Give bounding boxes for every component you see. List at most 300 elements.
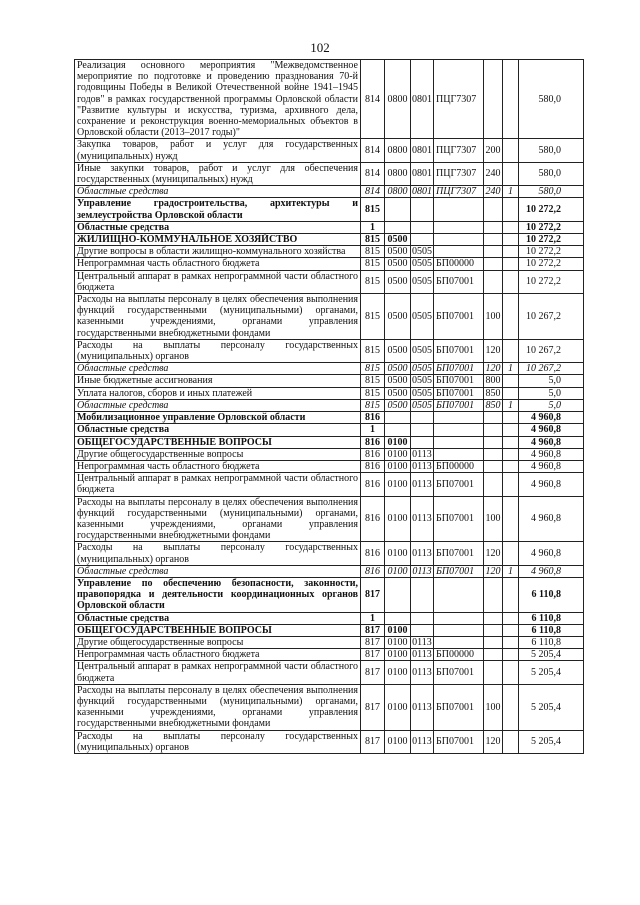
expense-type-cell: 120	[485, 565, 501, 577]
ministry-code-cell: 815	[361, 258, 385, 270]
program-code-cell: БП07001	[434, 363, 484, 375]
source-code-cell: 1	[503, 363, 519, 375]
amount-cell: 580,0	[519, 162, 584, 185]
amount-cell: 4 960,8	[519, 473, 584, 496]
amount-cell: 10 267,2	[519, 363, 584, 375]
amount-cell: 580,0	[519, 186, 584, 198]
row-name-cell: Реализация основного мероприятия "Межведомственное мероприятие по подготовке и проведению празднования 70-й годовщины Победы в Великой Отечественной войне 1941–1945 годов" в рамках государственной программы Орловской области "Развитие культуры и искусства, туризма, архивного дела, сохранение и реконструкция военно-мемориальных объектов в Орловской области (2013–2017 годы)"	[75, 60, 361, 139]
table-row	[75, 730, 584, 753]
table-row	[75, 577, 584, 612]
subsection-code-cell: 0113	[412, 636, 432, 648]
section-code-cell: 0100	[385, 542, 411, 565]
ministry-code-cell: 815	[361, 375, 385, 387]
section-code-cell: 0800	[385, 162, 411, 185]
program-code-cell: ПЦГ7307	[434, 139, 484, 162]
table-row	[75, 294, 584, 340]
subsection-code-cell: 0505	[411, 339, 434, 362]
program-code-cell	[434, 612, 484, 624]
ministry-code-cell: 817	[361, 730, 385, 753]
program-code-cell: БП07001	[434, 565, 484, 577]
row-name-cell: Областные средства	[75, 399, 361, 411]
amount-cell: 5 205,4	[519, 730, 584, 753]
ministry-code-cell: 816	[361, 542, 385, 565]
expense-type-cell: 120	[485, 363, 501, 375]
program-code-cell: ПЦГ7307	[434, 60, 484, 139]
source-code-cell	[503, 460, 519, 472]
program-code-cell: БП07001	[434, 661, 484, 684]
table-row	[75, 246, 584, 258]
program-code-cell: БП07001	[434, 375, 484, 387]
program-code-cell: БП07001	[434, 387, 484, 399]
subsection-code-cell: 0505	[412, 387, 432, 399]
subsection-code-cell: 0113	[412, 565, 432, 577]
amount-cell: 6 110,8	[519, 577, 584, 612]
ministry-code-cell: 816	[361, 460, 385, 472]
table-row	[75, 448, 584, 460]
ministry-code-cell: 817	[361, 684, 385, 730]
ministry-code-cell: 814	[361, 139, 385, 162]
section-code-cell: 0500	[385, 339, 411, 362]
ministry-code-cell: 1	[361, 221, 385, 233]
program-code-cell: БП07001	[434, 339, 484, 362]
subsection-code-cell: 0113	[412, 649, 432, 661]
expense-type-cell: 240	[485, 186, 501, 198]
program-code-cell: БП07001	[434, 473, 484, 496]
table-row	[75, 399, 584, 411]
row-name-cell: Расходы на выплаты персоналу в целях обеспечения выполнения функций государственными (муниципальными) органами, казенными учреждениями, органами управления государственными внебюджетными фондами	[75, 684, 361, 730]
section-code-cell: 0500	[385, 246, 411, 258]
expense-type-cell	[484, 649, 503, 661]
expense-type-cell	[484, 258, 503, 270]
row-name-cell: Расходы на выплаты персоналу в целях обеспечения выполнения функций государственными (муниципальными) органами, казенными учреждениями, органами управления государственными внебюджетными фондами	[75, 294, 361, 340]
subsection-code-cell	[411, 234, 434, 246]
row-name-cell: Непрограммная часть областного бюджета	[75, 649, 361, 661]
section-code-cell	[385, 612, 411, 624]
row-name-cell: ОБЩЕГОСУДАРСТВЕННЫЕ ВОПРОСЫ	[75, 624, 361, 636]
row-name-cell: Другие общегосударственные вопросы	[75, 448, 361, 460]
program-code-cell	[434, 198, 484, 221]
row-name-cell: Иные бюджетные ассигнования	[75, 375, 361, 387]
expense-type-cell	[484, 221, 503, 233]
amount-cell: 4 960,8	[519, 448, 584, 460]
amount-cell: 6 110,8	[519, 624, 584, 636]
ministry-code-cell: 817	[361, 636, 385, 648]
row-name-cell: Мобилизационное управление Орловской области	[75, 412, 361, 424]
subsection-code-cell: 0113	[411, 542, 434, 565]
ministry-code-cell: 815	[361, 198, 385, 221]
row-name-cell: Областные средства	[75, 612, 361, 624]
section-code-cell: 0100	[385, 661, 411, 684]
expense-type-cell: 240	[484, 162, 503, 185]
program-code-cell	[434, 448, 484, 460]
subsection-code-cell: 0113	[411, 684, 434, 730]
ministry-code-cell: 815	[361, 234, 385, 246]
row-name-cell: Другие вопросы в области жилищно-коммунального хозяйства	[75, 246, 361, 258]
ministry-code-cell: 1	[361, 612, 385, 624]
source-code-cell	[503, 162, 519, 185]
table-row	[75, 684, 584, 730]
row-name-cell: Иные закупки товаров, работ и услуг для обеспечения государственных (муниципальных) нужд	[75, 162, 361, 185]
ministry-code-cell: 816	[361, 412, 385, 424]
table-row	[75, 565, 584, 577]
ministry-code-cell: 816	[361, 565, 385, 577]
budget-table	[74, 59, 584, 754]
program-code-cell: БП07001	[434, 270, 484, 293]
program-code-cell: БП07001	[434, 684, 484, 730]
expense-type-cell	[484, 412, 503, 424]
section-code-cell	[385, 221, 411, 233]
ministry-code-cell: 817	[361, 624, 385, 636]
table-row	[75, 221, 584, 233]
section-code-cell: 0100	[385, 565, 411, 577]
ministry-code-cell: 815	[361, 363, 385, 375]
row-name-cell: Закупка товаров, работ и услуг для государственных (муниципальных) нужд	[75, 139, 361, 162]
table-row	[75, 412, 584, 424]
subsection-code-cell	[411, 424, 434, 436]
amount-cell: 10 272,2	[519, 234, 584, 246]
subsection-code-cell: 0113	[412, 448, 432, 460]
row-name-cell: Другие общегосударственные вопросы	[75, 636, 361, 648]
source-code-cell	[503, 139, 519, 162]
subsection-code-cell: 0113	[411, 730, 434, 753]
row-name-cell: Областные средства	[75, 363, 361, 375]
subsection-code-cell: 0113	[411, 661, 434, 684]
amount-cell: 10 272,2	[519, 198, 584, 221]
amount-cell: 5,0	[519, 375, 584, 387]
expense-type-cell: 100	[484, 294, 503, 340]
row-name-cell: Уплата налогов, сборов и иных платежей	[75, 387, 361, 399]
program-code-cell: БП00000	[434, 258, 484, 270]
subsection-code-cell: 0505	[412, 399, 432, 411]
section-code-cell: 0500	[385, 387, 411, 399]
ministry-code-cell: 814	[361, 186, 385, 198]
program-code-cell	[434, 221, 484, 233]
program-code-cell: БП07001	[434, 294, 484, 340]
expense-type-cell	[484, 234, 503, 246]
page-number: 102	[310, 40, 330, 55]
expense-type-cell: 120	[484, 339, 503, 362]
subsection-code-cell: 0505	[411, 270, 434, 293]
subsection-code-cell: 0505	[412, 246, 432, 258]
table-row	[75, 436, 584, 448]
table-row	[75, 198, 584, 221]
row-name-cell: ОБЩЕГОСУДАРСТВЕННЫЕ ВОПРОСЫ	[75, 436, 361, 448]
amount-cell: 10 272,2	[519, 270, 584, 293]
amount-cell: 5,0	[519, 399, 584, 411]
subsection-code-cell: 0113	[411, 496, 434, 542]
table-row	[75, 139, 584, 162]
source-code-cell	[503, 730, 519, 753]
section-code-cell: 0100	[385, 436, 411, 448]
table-row	[75, 60, 584, 139]
section-code-cell: 0500	[385, 294, 411, 340]
program-code-cell	[434, 234, 484, 246]
program-code-cell: БП07001	[434, 730, 484, 753]
expense-type-cell: 120	[484, 542, 503, 565]
table-row	[75, 460, 584, 472]
section-code-cell: 0500	[385, 363, 411, 375]
source-code-cell	[503, 294, 519, 340]
program-code-cell	[434, 636, 484, 648]
program-code-cell	[434, 246, 484, 258]
source-code-cell	[503, 424, 519, 436]
program-code-cell	[434, 436, 484, 448]
section-code-cell: 0100	[385, 730, 411, 753]
expense-type-cell	[484, 577, 503, 612]
subsection-code-cell: 0505	[412, 363, 432, 375]
source-code-cell	[503, 577, 519, 612]
subsection-code-cell: 0505	[412, 258, 432, 270]
section-code-cell: 0500	[385, 375, 411, 387]
subsection-code-cell: 0801	[411, 60, 434, 139]
source-code-cell	[503, 496, 519, 542]
section-code-cell: 0500	[385, 399, 411, 411]
amount-cell: 580,0	[519, 60, 584, 139]
source-code-cell	[503, 234, 519, 246]
row-name-cell: Непрограммная часть областного бюджета	[75, 460, 361, 472]
subsection-code-cell: 0801	[411, 139, 434, 162]
budget-rows	[75, 60, 584, 754]
ministry-code-cell: 814	[361, 60, 385, 139]
expense-type-cell	[484, 448, 503, 460]
section-code-cell	[385, 424, 411, 436]
expense-type-cell	[484, 198, 503, 221]
program-code-cell: БП07001	[434, 496, 484, 542]
table-row	[75, 339, 584, 362]
source-code-cell	[503, 60, 519, 139]
row-name-cell: Непрограммная часть областного бюджета	[75, 258, 361, 270]
ministry-code-cell: 817	[361, 661, 385, 684]
amount-cell: 4 960,8	[519, 436, 584, 448]
ministry-code-cell: 815	[361, 294, 385, 340]
expense-type-cell	[484, 473, 503, 496]
amount-cell: 6 110,8	[519, 612, 584, 624]
amount-cell: 5 205,4	[519, 684, 584, 730]
source-code-cell	[503, 636, 519, 648]
row-name-cell: Расходы на выплаты персоналу в целях обеспечения выполнения функций государственными (муниципальными) органами, казенными учреждениями, органами управления государственными внебюджетными фондами	[75, 496, 361, 542]
subsection-code-cell	[411, 612, 434, 624]
table-row	[75, 624, 584, 636]
table-row	[75, 636, 584, 648]
source-code-cell: 1	[503, 399, 519, 411]
subsection-code-cell: 0505	[411, 294, 434, 340]
source-code-cell	[503, 270, 519, 293]
row-name-cell: Управление по обеспечению безопасности, законности, правопорядка и деятельности координационных органов Орловской области	[75, 577, 361, 612]
program-code-cell: ПЦГ7307	[434, 162, 484, 185]
amount-cell: 6 110,8	[519, 636, 584, 648]
ministry-code-cell: 816	[361, 473, 385, 496]
section-code-cell: 0800	[385, 139, 411, 162]
amount-cell: 4 960,8	[519, 412, 584, 424]
section-code-cell: 0500	[385, 234, 411, 246]
expense-type-cell: 100	[484, 684, 503, 730]
section-code-cell: 0100	[385, 684, 411, 730]
expense-type-cell: 800	[485, 375, 501, 387]
table-row	[75, 162, 584, 185]
source-code-cell	[503, 473, 519, 496]
source-code-cell	[503, 375, 519, 387]
source-code-cell	[503, 448, 519, 460]
source-code-cell	[503, 198, 519, 221]
row-name-cell: Центральный аппарат в рамках непрограммной части областного бюджета	[75, 473, 361, 496]
section-code-cell: 0100	[385, 649, 411, 661]
subsection-code-cell	[411, 412, 434, 424]
subsection-code-cell: 0801	[411, 162, 434, 185]
ministry-code-cell: 1	[361, 424, 385, 436]
row-name-cell: Управление градостроительства, архитектуры и землеустройства Орловской области	[75, 198, 361, 221]
program-code-cell: БП07001	[434, 542, 484, 565]
section-code-cell: 0100	[385, 636, 411, 648]
source-code-cell	[503, 649, 519, 661]
program-code-cell	[434, 412, 484, 424]
section-code-cell: 0800	[385, 186, 411, 198]
row-name-cell: Расходы на выплаты персоналу государственных (муниципальных) органов	[75, 730, 361, 753]
expense-type-cell: 850	[485, 399, 501, 411]
row-name-cell: Областные средства	[75, 565, 361, 577]
section-code-cell: 0800	[385, 60, 411, 139]
subsection-code-cell: 0801	[412, 186, 432, 198]
program-code-cell	[434, 424, 484, 436]
ministry-code-cell: 815	[361, 270, 385, 293]
amount-cell: 10 272,2	[519, 246, 584, 258]
amount-cell: 580,0	[519, 139, 584, 162]
section-code-cell: 0500	[385, 258, 411, 270]
amount-cell: 5,0	[519, 387, 584, 399]
expense-type-cell: 850	[485, 387, 501, 399]
section-code-cell: 0100	[385, 496, 411, 542]
section-code-cell: 0100	[385, 460, 411, 472]
source-code-cell	[503, 684, 519, 730]
ministry-code-cell: 815	[361, 339, 385, 362]
program-code-cell: ПЦГ7307	[434, 186, 484, 198]
expense-type-cell	[484, 460, 503, 472]
table-row	[75, 387, 584, 399]
source-code-cell: 1	[503, 186, 519, 198]
source-code-cell	[503, 221, 519, 233]
source-code-cell	[503, 339, 519, 362]
expense-type-cell: 120	[484, 730, 503, 753]
ministry-code-cell: 814	[361, 162, 385, 185]
expense-type-cell	[484, 424, 503, 436]
subsection-code-cell: 0505	[412, 375, 432, 387]
amount-cell: 4 960,8	[519, 424, 584, 436]
source-code-cell	[503, 612, 519, 624]
expense-type-cell	[484, 270, 503, 293]
subsection-code-cell	[411, 436, 434, 448]
ministry-code-cell: 817	[361, 649, 385, 661]
program-code-cell: БП07001	[434, 399, 484, 411]
amount-cell: 10 267,2	[519, 339, 584, 362]
amount-cell: 5 205,4	[519, 661, 584, 684]
section-code-cell: 0500	[385, 270, 411, 293]
expense-type-cell: 100	[484, 496, 503, 542]
row-name-cell: Областные средства	[75, 221, 361, 233]
table-row	[75, 270, 584, 293]
source-code-cell	[503, 387, 519, 399]
table-row	[75, 424, 584, 436]
expense-type-cell	[484, 624, 503, 636]
amount-cell: 4 960,8	[519, 460, 584, 472]
amount-cell: 10 267,2	[519, 294, 584, 340]
subsection-code-cell	[411, 221, 434, 233]
table-row	[75, 542, 584, 565]
section-code-cell	[385, 412, 411, 424]
row-name-cell: ЖИЛИЩНО-КОММУНАЛЬНОЕ ХОЗЯЙСТВО	[75, 234, 361, 246]
source-code-cell: 1	[503, 565, 519, 577]
source-code-cell	[503, 258, 519, 270]
section-code-cell	[385, 577, 411, 612]
expense-type-cell	[484, 636, 503, 648]
subsection-code-cell	[411, 198, 434, 221]
ministry-code-cell: 815	[361, 387, 385, 399]
subsection-code-cell: 0113	[411, 473, 434, 496]
table-row	[75, 496, 584, 542]
row-name-cell: Областные средства	[75, 186, 361, 198]
source-code-cell	[503, 661, 519, 684]
program-code-cell: БП00000	[434, 649, 484, 661]
table-row	[75, 186, 584, 198]
row-name-cell: Расходы на выплаты персоналу государственных (муниципальных) органов	[75, 339, 361, 362]
amount-cell: 4 960,8	[519, 565, 584, 577]
amount-cell: 10 272,2	[519, 221, 584, 233]
expense-type-cell	[484, 612, 503, 624]
section-code-cell: 0100	[385, 473, 411, 496]
expense-type-cell: 200	[484, 139, 503, 162]
expense-type-cell	[484, 246, 503, 258]
program-code-cell	[434, 577, 484, 612]
ministry-code-cell: 816	[361, 448, 385, 460]
table-row	[75, 473, 584, 496]
ministry-code-cell: 816	[361, 436, 385, 448]
subsection-code-cell	[411, 624, 434, 636]
table-row	[75, 612, 584, 624]
expense-type-cell	[484, 661, 503, 684]
table-row	[75, 363, 584, 375]
section-code-cell	[385, 198, 411, 221]
table-row	[75, 258, 584, 270]
table-row	[75, 234, 584, 246]
program-code-cell	[434, 624, 484, 636]
amount-cell: 10 272,2	[519, 258, 584, 270]
amount-cell: 4 960,8	[519, 542, 584, 565]
ministry-code-cell: 815	[361, 399, 385, 411]
row-name-cell: Центральный аппарат в рамках непрограммной части областного бюджета	[75, 270, 361, 293]
section-code-cell: 0100	[385, 624, 411, 636]
ministry-code-cell: 815	[361, 246, 385, 258]
row-name-cell: Центральный аппарат в рамках непрограммной части областного бюджета	[75, 661, 361, 684]
source-code-cell	[503, 412, 519, 424]
section-code-cell: 0100	[385, 448, 411, 460]
source-code-cell	[503, 246, 519, 258]
expense-type-cell	[484, 60, 503, 139]
expense-type-cell	[484, 436, 503, 448]
source-code-cell	[503, 542, 519, 565]
ministry-code-cell: 817	[361, 577, 385, 612]
subsection-code-cell	[411, 577, 434, 612]
ministry-code-cell: 816	[361, 496, 385, 542]
program-code-cell: БП00000	[434, 460, 484, 472]
row-name-cell: Расходы на выплаты персоналу государственных (муниципальных) органов	[75, 542, 361, 565]
table-row	[75, 661, 584, 684]
table-row	[75, 649, 584, 661]
source-code-cell	[503, 436, 519, 448]
amount-cell: 5 205,4	[519, 649, 584, 661]
subsection-code-cell: 0113	[412, 460, 432, 472]
table-row	[75, 375, 584, 387]
row-name-cell: Областные средства	[75, 424, 361, 436]
amount-cell: 4 960,8	[519, 496, 584, 542]
source-code-cell	[503, 624, 519, 636]
